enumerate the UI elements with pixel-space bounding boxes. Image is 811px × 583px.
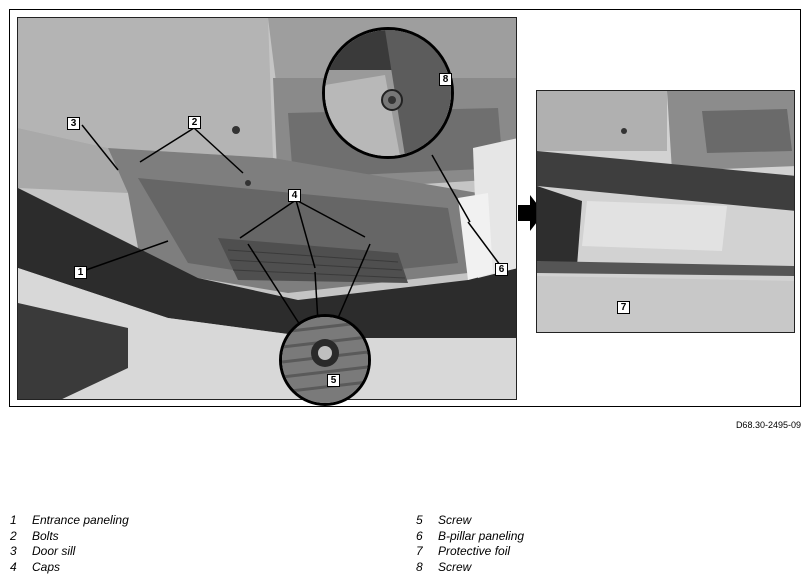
legend-item: 6 B-pillar paneling [416, 528, 525, 543]
legend-item: 8 Screw [416, 559, 472, 574]
callout-3: 3 [67, 117, 80, 130]
callout-6: 6 [495, 263, 508, 276]
legend-left [10, 513, 129, 575]
detail-magnifier-screw-8 [322, 27, 454, 159]
legend-item: 7 Protective foil [416, 544, 511, 558]
legend-item: 1 Entrance paneling [10, 513, 129, 527]
callout-5: 5 [327, 374, 340, 387]
callout-7: 7 [617, 301, 630, 314]
figure-code: D68.30-2495-09 [735, 420, 801, 430]
callout-2: 2 [188, 116, 201, 129]
callout-4: 4 [288, 189, 301, 202]
legend-item: 2 Bolts [10, 528, 59, 543]
legend-item: 3 Door sill [10, 544, 76, 558]
detail-photo [536, 90, 795, 333]
detail-magnifier-screw-5 [279, 314, 371, 406]
callout-8: 8 [439, 73, 452, 86]
legend-right [416, 513, 524, 575]
legend-item: 5 Screw [416, 513, 472, 527]
legend-item: 4 Caps [10, 559, 61, 574]
callout-1: 1 [74, 266, 87, 279]
